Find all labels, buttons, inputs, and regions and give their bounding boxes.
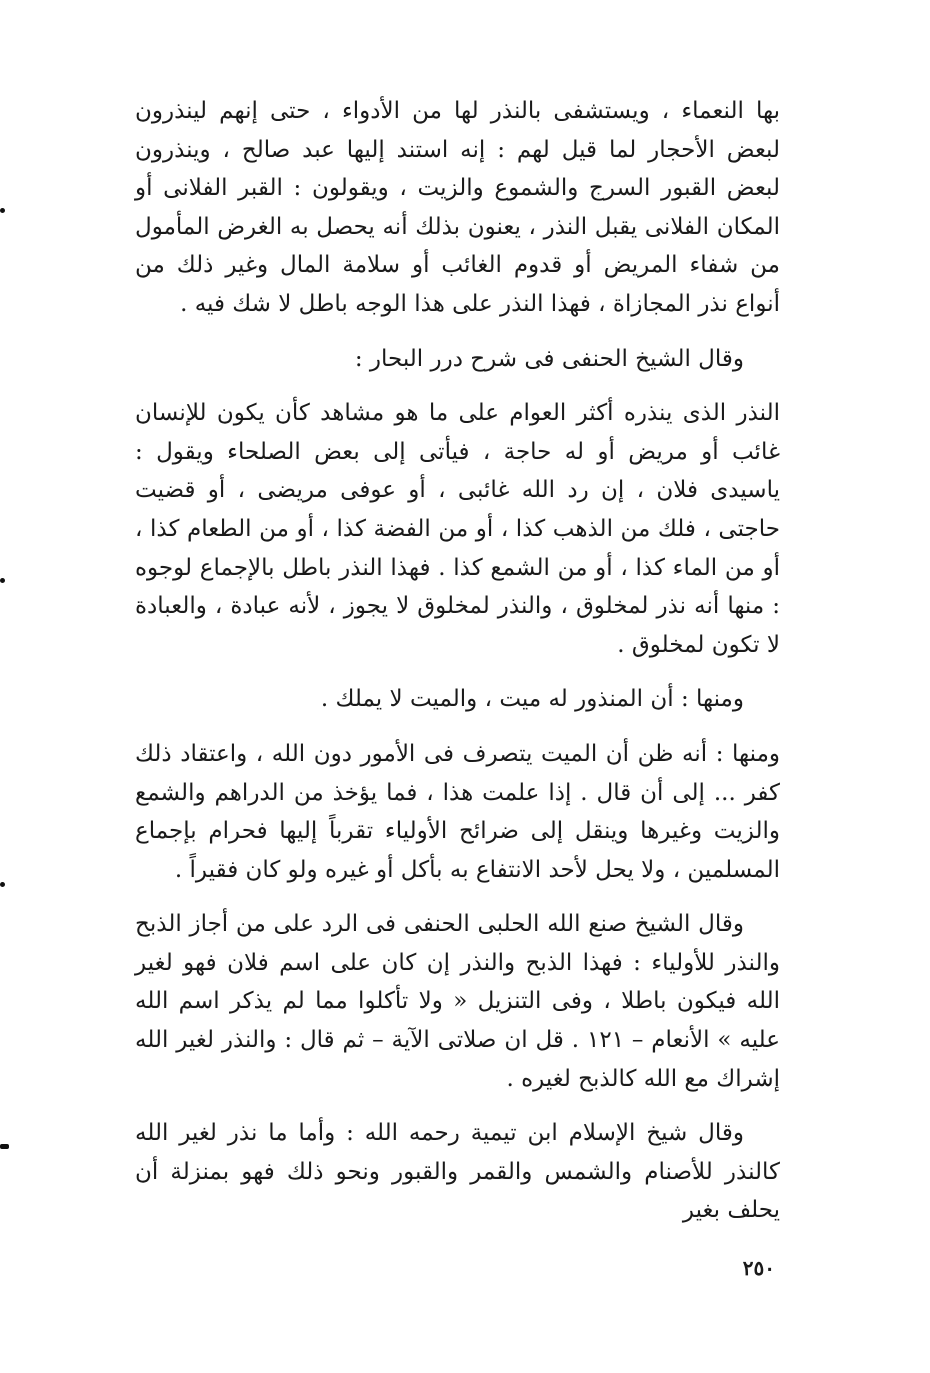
paragraph-2: وقال الشيخ الحنفى فى شرح درر البحار : xyxy=(354,345,744,372)
margin-speck xyxy=(0,882,5,887)
page-number: ٢٥٠ xyxy=(742,1256,775,1280)
paragraph-5: ومنها : أنه ظن أن الميت يتصرف فى الأمور دون الله ، واعتقاد ذلك كفر ... إلى أن قال . إذا علمت هذا ، فما يؤخذ من الدراهم والشمع والزيت وغيرها وينقل إلى ضرائح الأولياء تقرباً إليها فحرام بإجماع المسلمين ، ولا يحل لأحد الانتفاع به بأكل أو غيره ولو كان فقيراً . xyxy=(135,740,780,883)
paragraph-3: النذر الذى ينذره أكثر العوام على ما هو مشاهد كأن يكون للإنسان غائب أو مريض أو له حاجة ، فيأتى إلى بعض الصلحاء ويقول : ياسيدى فلان ، إن رد الله غائبى ، أو عوفى مريضى ، أو قضيت حاجتى ، فلك من الذهب كذا ، أو من الفضة كذا ، أو من الطعام كذا ، أو من الماء كذا ، أو من الشمع كذا . فهذا النذر باطل بالإجماع لوجوه : منها أنه نذر لمخلوق ، والنذر لمخلوق لا يجوز ، لأنه عبادة ، والعبادة لا تكون لمخلوق . xyxy=(135,400,780,658)
paragraph-4: ومنها : أن المنذور له ميت ، والميت لا يملك . xyxy=(320,686,744,713)
paragraph-7: وقال شيخ الإسلام ابن تيمية رحمه الله : وأما ما نذر لغير الله كالنذر للأصنام والشمس والقمر والقبور ونحو ذلك فهو بمنزلة أن يحلف بغير xyxy=(135,1120,780,1224)
body-text xyxy=(135,92,780,1246)
paragraph-6: وقال الشيخ صنع الله الحلبى الحنفى فى الرد على من أجاز الذبح والنذر للأولياء : فهذا الذبح والنذر إن كان على اسم فلان فهو لغير الله فيكون باطلا ، وفى التنزيل « ولا تأكلوا مما لم يذكر اسم الله عليه » الأنعام – ١٢١ . قل ان صلاتى الآية – ثم قال : والنذر لغير الله إشراك مع الله كالذبح لغيره . xyxy=(135,911,780,1092)
margin-speck xyxy=(0,578,5,583)
margin-speck xyxy=(0,208,5,213)
paragraph-1: بها النعماء ، ويستشفى بالنذر لها من الأدواء ، حتى إنهم لينذرون لبعض الأحجار لما قيل لهم : إنه استند إليها عبد صالح ، وينذرون لبعض القبور السرج والشموع والزيت ، ويقولون : القبر الفلانى أو المكان الفلانى يقبل النذر ، يعنون بذلك أنه يحصل به الغرض المأمول من شفاء المريض أو قدوم الغائب أو سلامة المال وغير ذلك من أنواع نذر المجازاة ، فهذا النذر على هذا الوجه باطل لا شك فيه . xyxy=(135,98,780,317)
margin-speck xyxy=(0,1144,9,1149)
